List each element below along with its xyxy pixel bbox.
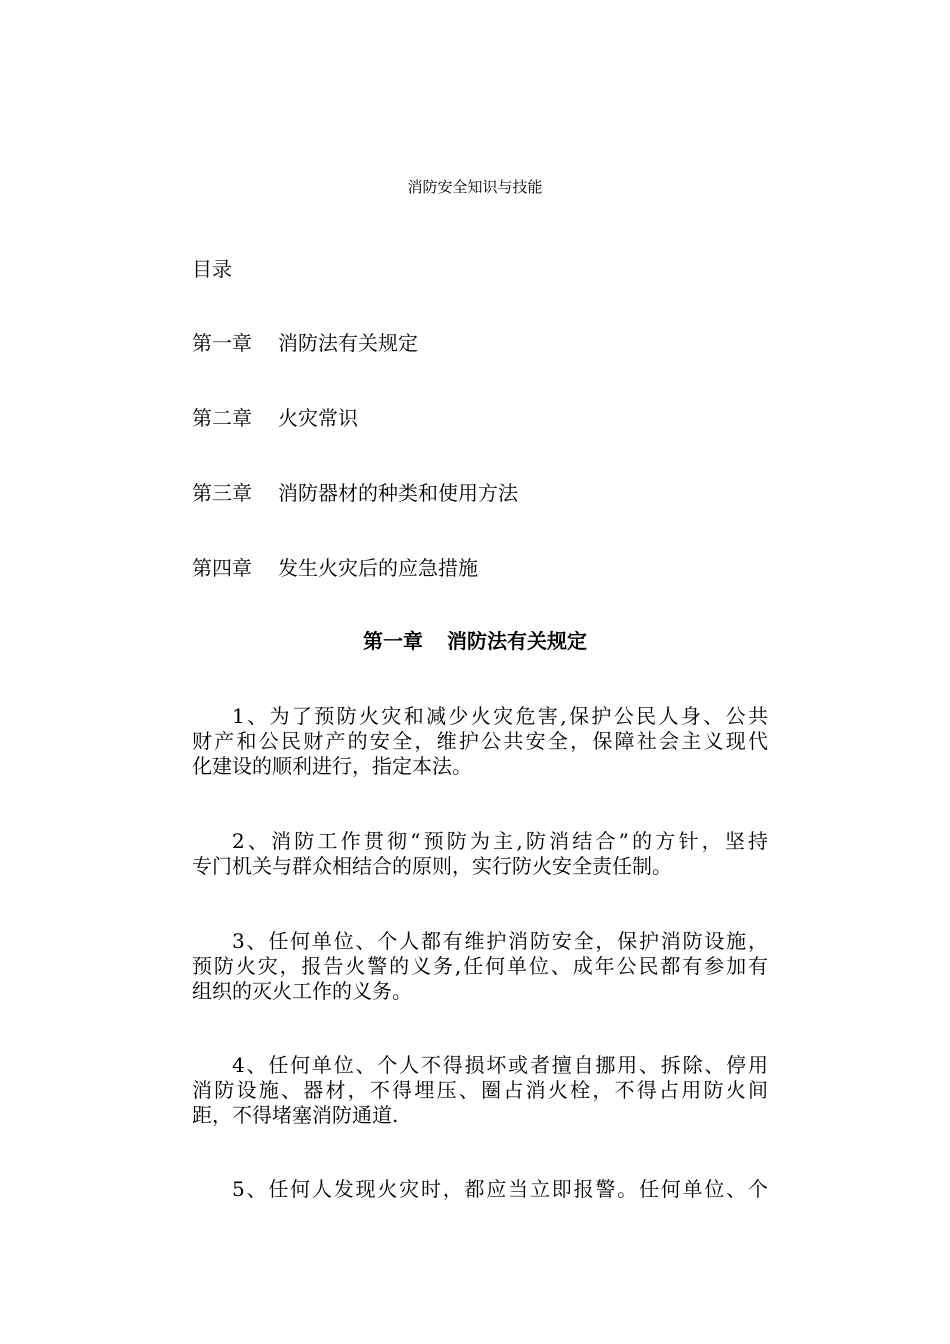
toc-item-chapter-3: [192, 480, 518, 506]
toc-item-chapter-1: [192, 330, 418, 356]
toc-item-chapter-2: [192, 405, 358, 431]
paragraph-line: 3、任何单位、个人都有维护消防安全，保护消防设施，: [232, 929, 768, 953]
paragraph-line: 1、为了预防火灾和减少火灾危害,保护公民人身、公共: [232, 704, 768, 728]
paragraph-line: 4、任何单位、个人不得损坏或者擅自挪用、拆除、停用: [232, 1053, 768, 1077]
paragraph-line: 5、任何人发现火灾时，都应当立即报警。任何单位、个: [232, 1177, 768, 1201]
paragraph-line: 组织的灭火工作的义务。: [192, 979, 412, 1003]
chapter-heading: [0, 628, 950, 654]
paragraph-line: 预防火灾，报告火警的义务,任何单位、成年公民都有参加有: [192, 954, 768, 978]
paragraph-line: 专门机关与群众相结合的原则，实行防火安全责任制。: [192, 854, 672, 878]
paragraph-line: 消防设施、器材，不得埋压、圈占消火栓，不得占用防火间: [192, 1078, 768, 1102]
toc-item-number: 第四章: [192, 556, 252, 580]
paragraph-line: 财产和公民财产的安全，维护公共安全，保障社会主义现代: [192, 729, 768, 753]
article-paragraph-2: [192, 829, 768, 879]
article-paragraph-3: [192, 929, 768, 1004]
toc-item-number: 第一章: [192, 331, 252, 355]
chapter-label: 消防法有关规定: [447, 629, 587, 653]
toc-item-number: 第二章: [192, 406, 252, 430]
paragraph-line: 距，不得堵塞消防通道.: [192, 1103, 399, 1127]
toc-item-label: 消防器材的种类和使用方法: [278, 481, 518, 505]
toc-heading: 目录: [192, 257, 232, 281]
article-paragraph-5: [192, 1177, 768, 1202]
article-paragraph-4: [192, 1053, 768, 1128]
paragraph-line: 2、消防工作贯彻“预防为主,防消结合”的方针，坚持: [232, 829, 768, 853]
toc-item-label: 火灾常识: [278, 406, 358, 430]
toc-item-label: 消防法有关规定: [278, 331, 418, 355]
toc-item-label: 发生火灾后的应急措施: [278, 556, 478, 580]
chapter-number: 第一章: [363, 629, 423, 653]
paragraph-line: 化建设的顺利进行，指定本法。: [192, 754, 472, 778]
toc-item-chapter-4: [192, 555, 478, 581]
document-title: 消防安全知识与技能: [407, 178, 543, 196]
article-paragraph-1: [192, 704, 768, 779]
toc-item-number: 第三章: [192, 481, 252, 505]
